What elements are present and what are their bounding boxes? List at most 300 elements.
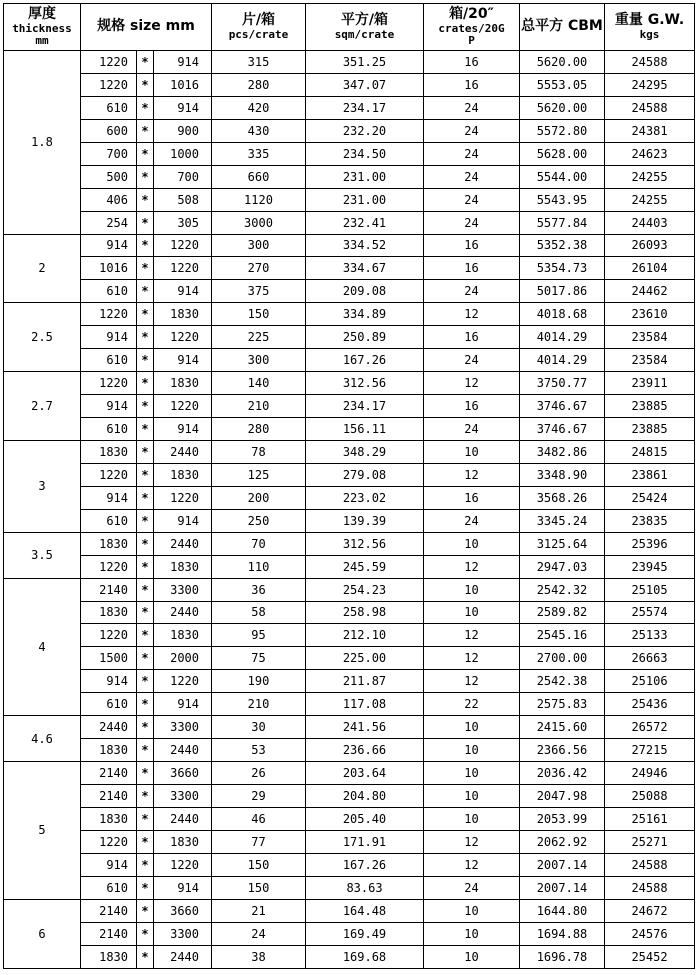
crates-cell: 24	[424, 418, 520, 441]
crates-cell: 10	[424, 945, 520, 968]
total-cell: 3348.90	[520, 463, 605, 486]
table-row	[4, 876, 695, 899]
crates-cell: 16	[424, 395, 520, 418]
total-cell: 5620.00	[520, 96, 605, 119]
weight-cell: 24403	[605, 211, 695, 234]
height-cell: 1220	[154, 395, 212, 418]
crates-cell: 12	[424, 372, 520, 395]
width-cell: 1220	[81, 73, 137, 96]
total-cell: 5572.80	[520, 119, 605, 142]
sqm-cell: 156.11	[306, 418, 424, 441]
times-cell: *	[137, 280, 154, 303]
total-cell: 5553.05	[520, 73, 605, 96]
width-cell: 1220	[81, 372, 137, 395]
sqm-cell: 167.26	[306, 349, 424, 372]
pcs-cell: 280	[212, 418, 306, 441]
thickness-cell: 3.5	[4, 532, 81, 578]
crates-cell: 10	[424, 716, 520, 739]
total-cell: 1644.80	[520, 899, 605, 922]
pcs-cell: 190	[212, 670, 306, 693]
header-total-label: 总平方 CBM	[521, 18, 603, 35]
height-cell: 2440	[154, 532, 212, 555]
times-cell: *	[137, 96, 154, 119]
height-cell: 1220	[154, 670, 212, 693]
pcs-cell: 38	[212, 945, 306, 968]
crates-cell: 24	[424, 142, 520, 165]
crates-cell: 10	[424, 440, 520, 463]
total-cell: 4014.29	[520, 349, 605, 372]
times-cell: *	[137, 234, 154, 257]
table-row	[4, 96, 695, 119]
times-cell: *	[137, 326, 154, 349]
sqm-cell: 241.56	[306, 716, 424, 739]
total-cell: 2053.99	[520, 807, 605, 830]
table-row	[4, 532, 695, 555]
table-row	[4, 395, 695, 418]
header-weight	[605, 4, 695, 51]
height-cell: 2440	[154, 601, 212, 624]
sqm-cell: 334.67	[306, 257, 424, 280]
total-cell: 5628.00	[520, 142, 605, 165]
crates-cell: 12	[424, 670, 520, 693]
width-cell: 914	[81, 326, 137, 349]
times-cell: *	[137, 509, 154, 532]
weight-cell: 23835	[605, 509, 695, 532]
header-crates-zh: 箱/20″	[449, 6, 494, 23]
height-cell: 508	[154, 188, 212, 211]
height-cell: 914	[154, 349, 212, 372]
height-cell: 914	[154, 96, 212, 119]
table-row	[4, 418, 695, 441]
crates-cell: 24	[424, 211, 520, 234]
weight-cell: 24672	[605, 899, 695, 922]
pcs-cell: 26	[212, 762, 306, 785]
width-cell: 1830	[81, 945, 137, 968]
weight-cell: 24255	[605, 188, 695, 211]
total-cell: 1694.88	[520, 922, 605, 945]
table-row	[4, 601, 695, 624]
pcs-cell: 315	[212, 51, 306, 74]
total-cell: 2036.42	[520, 762, 605, 785]
pcs-cell: 210	[212, 395, 306, 418]
height-cell: 1830	[154, 463, 212, 486]
weight-cell: 23885	[605, 418, 695, 441]
crates-cell: 24	[424, 280, 520, 303]
height-cell: 914	[154, 876, 212, 899]
width-cell: 610	[81, 96, 137, 119]
crates-cell: 24	[424, 876, 520, 899]
pcs-cell: 30	[212, 716, 306, 739]
width-cell: 1220	[81, 624, 137, 647]
width-cell: 254	[81, 211, 137, 234]
weight-cell: 24381	[605, 119, 695, 142]
height-cell: 2440	[154, 807, 212, 830]
weight-cell: 24576	[605, 922, 695, 945]
width-cell: 2440	[81, 716, 137, 739]
table-row	[4, 165, 695, 188]
pcs-cell: 150	[212, 303, 306, 326]
height-cell: 1220	[154, 326, 212, 349]
total-cell: 2007.14	[520, 853, 605, 876]
total-cell: 2947.03	[520, 555, 605, 578]
sqm-cell: 231.00	[306, 188, 424, 211]
crates-cell: 16	[424, 257, 520, 280]
width-cell: 1830	[81, 601, 137, 624]
weight-cell: 24255	[605, 165, 695, 188]
pcs-cell: 24	[212, 922, 306, 945]
height-cell: 3300	[154, 578, 212, 601]
times-cell: *	[137, 899, 154, 922]
times-cell: *	[137, 762, 154, 785]
table-row	[4, 51, 695, 74]
height-cell: 3300	[154, 785, 212, 808]
times-cell: *	[137, 647, 154, 670]
thickness-cell: 3	[4, 440, 81, 532]
height-cell: 1830	[154, 830, 212, 853]
weight-cell: 24815	[605, 440, 695, 463]
sqm-cell: 169.49	[306, 922, 424, 945]
table-row	[4, 188, 695, 211]
total-cell: 2545.16	[520, 624, 605, 647]
height-cell: 305	[154, 211, 212, 234]
sqm-cell: 167.26	[306, 853, 424, 876]
weight-cell: 24623	[605, 142, 695, 165]
header-crates-en2: P	[468, 33, 475, 47]
header-crates-en: crates/20G	[438, 21, 505, 35]
total-cell: 3125.64	[520, 532, 605, 555]
sqm-cell: 205.40	[306, 807, 424, 830]
total-cell: 2366.56	[520, 739, 605, 762]
weight-cell: 23861	[605, 463, 695, 486]
table-row	[4, 945, 695, 968]
height-cell: 914	[154, 693, 212, 716]
sqm-cell: 139.39	[306, 509, 424, 532]
height-cell: 2000	[154, 647, 212, 670]
pcs-cell: 280	[212, 73, 306, 96]
weight-cell: 25105	[605, 578, 695, 601]
width-cell: 500	[81, 165, 137, 188]
height-cell: 914	[154, 509, 212, 532]
pcs-cell: 150	[212, 876, 306, 899]
total-cell: 2062.92	[520, 830, 605, 853]
width-cell: 600	[81, 119, 137, 142]
total-cell: 2047.98	[520, 785, 605, 808]
pcs-cell: 29	[212, 785, 306, 808]
spec-table	[3, 3, 695, 969]
pcs-cell: 77	[212, 830, 306, 853]
height-cell: 1016	[154, 73, 212, 96]
pcs-cell: 95	[212, 624, 306, 647]
pcs-cell: 75	[212, 647, 306, 670]
crates-cell: 10	[424, 739, 520, 762]
weight-cell: 23911	[605, 372, 695, 395]
header-weight-zh: 重量 G.W.	[614, 12, 685, 29]
sqm-cell: 203.64	[306, 762, 424, 785]
table-row	[4, 349, 695, 372]
table-row	[4, 257, 695, 280]
times-cell: *	[137, 440, 154, 463]
sqm-cell: 117.08	[306, 693, 424, 716]
height-cell: 1220	[154, 257, 212, 280]
thickness-cell: 1.8	[4, 51, 81, 235]
header-pcs-en: pcs/crate	[228, 27, 289, 41]
crates-cell: 12	[424, 463, 520, 486]
height-cell: 1830	[154, 624, 212, 647]
total-cell: 5352.38	[520, 234, 605, 257]
width-cell: 610	[81, 876, 137, 899]
sqm-cell: 234.50	[306, 142, 424, 165]
thickness-cell: 4.6	[4, 716, 81, 762]
total-cell: 1696.78	[520, 945, 605, 968]
times-cell: *	[137, 142, 154, 165]
crates-cell: 12	[424, 853, 520, 876]
times-cell: *	[137, 188, 154, 211]
height-cell: 2440	[154, 440, 212, 463]
sqm-cell: 169.68	[306, 945, 424, 968]
sqm-cell: 204.80	[306, 785, 424, 808]
table-row	[4, 509, 695, 532]
width-cell: 1500	[81, 647, 137, 670]
sqm-cell: 254.23	[306, 578, 424, 601]
header-total	[520, 4, 605, 51]
total-cell: 2542.38	[520, 670, 605, 693]
width-cell: 914	[81, 486, 137, 509]
total-cell: 5620.00	[520, 51, 605, 74]
sqm-cell: 171.91	[306, 830, 424, 853]
times-cell: *	[137, 303, 154, 326]
sqm-cell: 212.10	[306, 624, 424, 647]
header-pcs-zh: 片/箱	[241, 12, 276, 29]
table-row	[4, 142, 695, 165]
height-cell: 900	[154, 119, 212, 142]
width-cell: 1830	[81, 739, 137, 762]
pcs-cell: 140	[212, 372, 306, 395]
width-cell: 1830	[81, 807, 137, 830]
sqm-cell: 258.98	[306, 601, 424, 624]
pcs-cell: 125	[212, 463, 306, 486]
width-cell: 2140	[81, 899, 137, 922]
sqm-cell: 164.48	[306, 899, 424, 922]
times-cell: *	[137, 601, 154, 624]
width-cell: 1830	[81, 440, 137, 463]
times-cell: *	[137, 372, 154, 395]
weight-cell: 23584	[605, 326, 695, 349]
weight-cell: 25133	[605, 624, 695, 647]
pcs-cell: 150	[212, 853, 306, 876]
total-cell: 2415.60	[520, 716, 605, 739]
weight-cell: 26093	[605, 234, 695, 257]
sqm-cell: 209.08	[306, 280, 424, 303]
weight-cell: 23584	[605, 349, 695, 372]
times-cell: *	[137, 73, 154, 96]
weight-cell: 25106	[605, 670, 695, 693]
table-row	[4, 486, 695, 509]
weight-cell: 24588	[605, 876, 695, 899]
weight-cell: 25424	[605, 486, 695, 509]
total-cell: 5544.00	[520, 165, 605, 188]
sqm-cell: 312.56	[306, 532, 424, 555]
sqm-cell: 83.63	[306, 876, 424, 899]
weight-cell: 25161	[605, 807, 695, 830]
width-cell: 1016	[81, 257, 137, 280]
sqm-cell: 236.66	[306, 739, 424, 762]
header-sqm	[306, 4, 424, 51]
weight-cell: 24588	[605, 51, 695, 74]
table-row	[4, 762, 695, 785]
crates-cell: 16	[424, 486, 520, 509]
width-cell: 1830	[81, 532, 137, 555]
pcs-cell: 3000	[212, 211, 306, 234]
total-cell: 3568.26	[520, 486, 605, 509]
thickness-cell: 2.7	[4, 372, 81, 441]
pcs-cell: 430	[212, 119, 306, 142]
times-cell: *	[137, 211, 154, 234]
height-cell: 914	[154, 280, 212, 303]
width-cell: 610	[81, 418, 137, 441]
pcs-cell: 200	[212, 486, 306, 509]
crates-cell: 10	[424, 532, 520, 555]
thickness-cell: 4	[4, 578, 81, 716]
table-row	[4, 234, 695, 257]
crates-cell: 10	[424, 922, 520, 945]
pcs-cell: 375	[212, 280, 306, 303]
height-cell: 1220	[154, 853, 212, 876]
total-cell: 3482.86	[520, 440, 605, 463]
times-cell: *	[137, 739, 154, 762]
crates-cell: 10	[424, 578, 520, 601]
width-cell: 914	[81, 853, 137, 876]
sqm-cell: 232.20	[306, 119, 424, 142]
crates-cell: 10	[424, 899, 520, 922]
crates-cell: 12	[424, 830, 520, 853]
header-thickness-unit: mm	[35, 33, 49, 47]
weight-cell: 25088	[605, 785, 695, 808]
crates-cell: 24	[424, 349, 520, 372]
total-cell: 2700.00	[520, 647, 605, 670]
header-size	[81, 4, 212, 51]
height-cell: 3660	[154, 762, 212, 785]
sqm-cell: 223.02	[306, 486, 424, 509]
pcs-cell: 110	[212, 555, 306, 578]
table-row	[4, 785, 695, 808]
crates-cell: 16	[424, 51, 520, 74]
header-row	[4, 4, 695, 51]
table-row	[4, 693, 695, 716]
total-cell: 4018.68	[520, 303, 605, 326]
height-cell: 1830	[154, 372, 212, 395]
sqm-cell: 348.29	[306, 440, 424, 463]
sqm-cell: 334.89	[306, 303, 424, 326]
times-cell: *	[137, 555, 154, 578]
table-row	[4, 647, 695, 670]
table-row	[4, 372, 695, 395]
times-cell: *	[137, 922, 154, 945]
width-cell: 2140	[81, 762, 137, 785]
crates-cell: 10	[424, 601, 520, 624]
times-cell: *	[137, 119, 154, 142]
sqm-cell: 234.17	[306, 395, 424, 418]
weight-cell: 27215	[605, 739, 695, 762]
pcs-cell: 660	[212, 165, 306, 188]
sqm-cell: 211.87	[306, 670, 424, 693]
table-row	[4, 807, 695, 830]
weight-cell: 23945	[605, 555, 695, 578]
weight-cell: 24588	[605, 96, 695, 119]
times-cell: *	[137, 876, 154, 899]
total-cell: 5577.84	[520, 211, 605, 234]
pcs-cell: 335	[212, 142, 306, 165]
crates-cell: 24	[424, 509, 520, 532]
table-row	[4, 211, 695, 234]
crates-cell: 10	[424, 762, 520, 785]
weight-cell: 25436	[605, 693, 695, 716]
weight-cell: 25574	[605, 601, 695, 624]
table-row	[4, 853, 695, 876]
pcs-cell: 300	[212, 234, 306, 257]
pcs-cell: 1120	[212, 188, 306, 211]
width-cell: 1220	[81, 463, 137, 486]
height-cell: 1830	[154, 555, 212, 578]
total-cell: 2575.83	[520, 693, 605, 716]
pcs-cell: 300	[212, 349, 306, 372]
sqm-cell: 351.25	[306, 51, 424, 74]
width-cell: 914	[81, 395, 137, 418]
table-row	[4, 440, 695, 463]
height-cell: 914	[154, 51, 212, 74]
crates-cell: 12	[424, 624, 520, 647]
pcs-cell: 58	[212, 601, 306, 624]
height-cell: 1000	[154, 142, 212, 165]
pcs-cell: 210	[212, 693, 306, 716]
height-cell: 2440	[154, 945, 212, 968]
crates-cell: 22	[424, 693, 520, 716]
times-cell: *	[137, 670, 154, 693]
crates-cell: 16	[424, 326, 520, 349]
total-cell: 2589.82	[520, 601, 605, 624]
crates-cell: 24	[424, 188, 520, 211]
width-cell: 1220	[81, 555, 137, 578]
pcs-cell: 53	[212, 739, 306, 762]
width-cell: 2140	[81, 578, 137, 601]
pcs-cell: 21	[212, 899, 306, 922]
weight-cell: 25396	[605, 532, 695, 555]
width-cell: 610	[81, 693, 137, 716]
times-cell: *	[137, 624, 154, 647]
pcs-cell: 70	[212, 532, 306, 555]
width-cell: 610	[81, 349, 137, 372]
total-cell: 4014.29	[520, 326, 605, 349]
table-row	[4, 555, 695, 578]
times-cell: *	[137, 853, 154, 876]
table-row	[4, 578, 695, 601]
sqm-cell: 231.00	[306, 165, 424, 188]
crates-cell: 24	[424, 165, 520, 188]
height-cell: 1220	[154, 234, 212, 257]
table-row	[4, 463, 695, 486]
width-cell: 406	[81, 188, 137, 211]
sqm-cell: 234.17	[306, 96, 424, 119]
times-cell: *	[137, 463, 154, 486]
weight-cell: 26663	[605, 647, 695, 670]
table-row	[4, 716, 695, 739]
total-cell: 3345.24	[520, 509, 605, 532]
header-crates	[424, 4, 520, 51]
weight-cell: 24462	[605, 280, 695, 303]
crates-cell: 12	[424, 647, 520, 670]
thickness-cell: 5	[4, 762, 81, 900]
width-cell: 2140	[81, 785, 137, 808]
sqm-cell: 245.59	[306, 555, 424, 578]
